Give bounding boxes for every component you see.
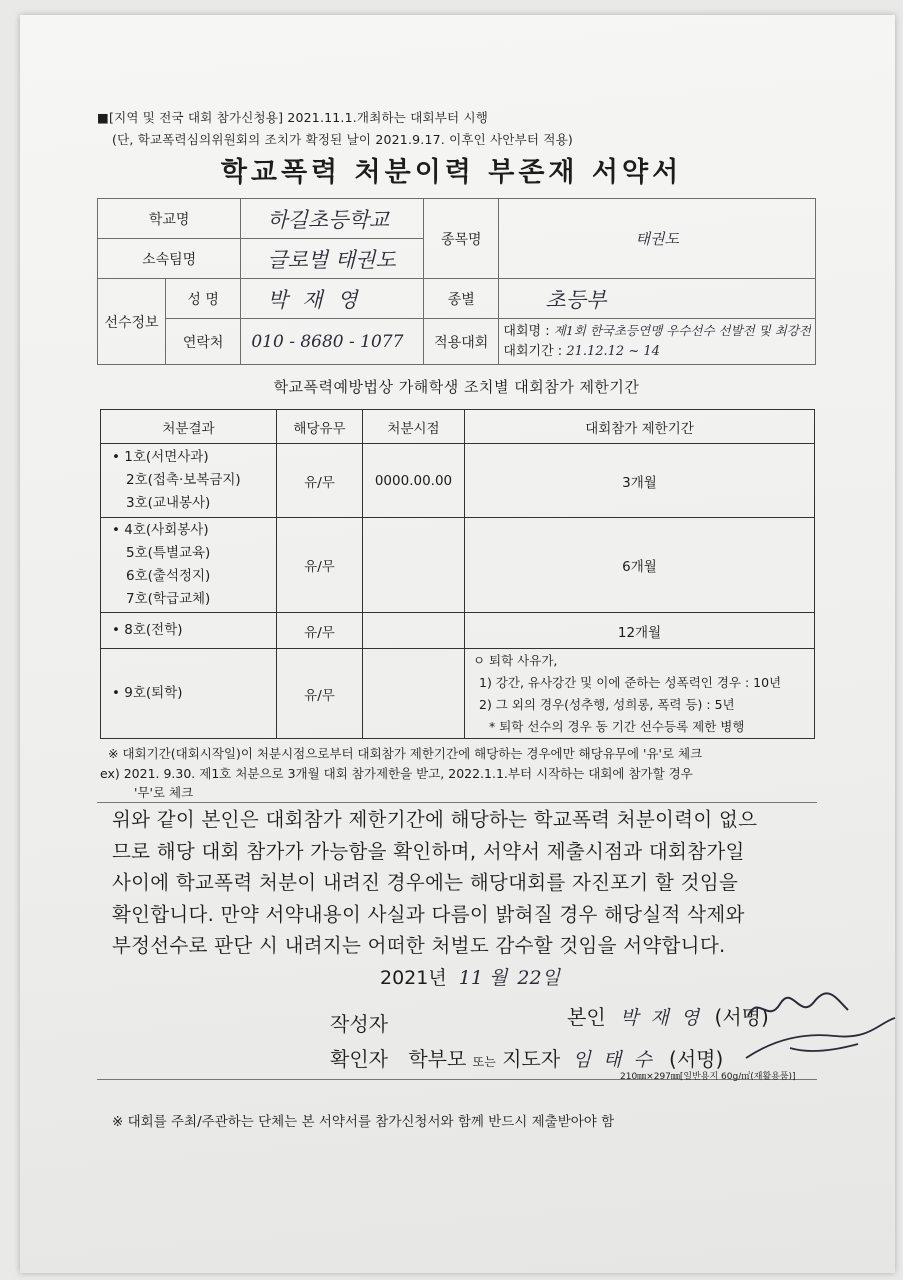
coach-sign-label: (서명) — [669, 1047, 724, 1071]
sanction-item: • 4호(사회봉사) — [112, 522, 209, 538]
applicable-cell: 유/무 — [277, 649, 363, 739]
division-label: 종별 — [424, 279, 499, 319]
sanction-date-cell — [363, 649, 465, 739]
applicant-info-table — [97, 198, 816, 365]
table-row — [101, 444, 815, 518]
date-day: 22일 — [517, 967, 560, 989]
notice-line-2: (단, 학교폭력심의위원회의 조치가 확정된 날이 2021.9.17. 이후인 사안부터 적용) — [112, 132, 574, 147]
applicable-cell: 유/무 — [277, 613, 363, 649]
or-label: 또는 — [472, 1055, 496, 1069]
note-example-check: '무'로 체크 — [134, 785, 194, 800]
sanction-date-cell — [363, 613, 465, 649]
coach-signature-scribble — [740, 1014, 900, 1070]
expulsion-reason-2: 2) 그 외의 경우(성추행, 성희롱, 폭력 등) : 5년 — [479, 696, 735, 712]
pledge-line: 확인합니다. 만약 서약내용이 사실과 다름이 밝혀질 경우 해당실적 삭제와 — [112, 902, 745, 926]
expulsion-reason-1: 1) 강간, 유사강간 및 이에 준하는 성폭력인 경우 : 10년 — [479, 674, 782, 690]
competition-name-value: 제1회 한국초등연맹 우수선수 선발전 및 최강전 — [553, 323, 811, 338]
header-applicable: 해당유무 — [277, 410, 363, 444]
note-example: ex) 2021. 9.30. 제1호 처분으로 3개월 대회 참가제한을 받고, 2022.1.1.부터 시작하는 대회에 참가할 경우 — [100, 766, 693, 781]
confirmer-label: 확인자 — [330, 1047, 388, 1071]
header-restriction-period: 대회참가 제한기간 — [465, 410, 815, 444]
competition-period-value: 21.12.12 ~ 14 — [566, 344, 660, 359]
sanction-table-subtitle: 학교폭력예방법상 가해학생 조치별 대회참가 제한기간 — [273, 378, 640, 396]
school-value: 하길초등학교 — [267, 207, 390, 232]
pledge-line: 므로 해당 대회 참가가 가능함을 확인하며, 서약서 제출시점과 대회참가일 — [112, 839, 745, 863]
document-title: 학교폭력 처분이력 부존재 서약서 — [220, 157, 683, 188]
sanction-item: 7호(학급교체) — [126, 591, 211, 607]
team-label: 소속팀명 — [98, 239, 241, 279]
coach-name: 임 태 수 — [572, 1049, 655, 1071]
sanction-item: • 1호(서면사과) — [112, 449, 209, 465]
contact-value: 010 - 8680 - 1077 — [251, 331, 404, 352]
paper-spec: 210㎜×297㎜[일반용지 60g/㎡(재활용품)] — [620, 1072, 796, 1082]
sanction-item: 2호(접촉·보복금지) — [126, 472, 241, 488]
self-sign-label: (서명) — [714, 1005, 769, 1029]
sanction-item: 6호(출석정지) — [126, 568, 211, 584]
division-value: 초등부 — [545, 287, 607, 312]
restriction-period-cell: 3개월 — [465, 444, 815, 518]
header-sanction-date: 처분시점 — [363, 410, 465, 444]
applicable-cell: 유/무 — [277, 444, 363, 518]
pledge-line: 사이에 학교폭력 처분이 내려진 경우에는 해당대회를 자진포기 할 것임을 — [112, 871, 739, 894]
athlete-label: 선수정보 — [98, 279, 166, 365]
restriction-period-cell: 6개월 — [465, 518, 815, 613]
sanction-date-cell: 0000.00.00 — [363, 444, 465, 518]
table-row — [101, 613, 815, 649]
name-value: 박 재 영 — [267, 287, 362, 312]
expulsion-reason-heading: ㅇ 퇴학 사유가, — [473, 652, 558, 668]
pledge-date — [380, 963, 560, 990]
sanction-table — [100, 409, 815, 739]
expulsion-note: * 퇴학 선수의 경우 동 기간 선수등록 제한 병행 — [489, 718, 745, 734]
applicable-cell: 유/무 — [277, 518, 363, 613]
date-month: 11 월 — [458, 967, 508, 989]
pledge-line: 위와 같이 본인은 대회참가 제한기간에 해당하는 학교폭력 처분이력이 없으 — [112, 808, 758, 831]
self-name: 박 재 영 — [620, 1007, 703, 1029]
sanction-date-cell — [363, 518, 465, 613]
table-row — [101, 649, 815, 739]
self-label: 본인 — [567, 1005, 606, 1029]
competition-name-label: 대회명 : — [503, 324, 550, 339]
confirmer-signature-line — [330, 1043, 723, 1072]
applied-competition-label: 적용대회 — [424, 319, 499, 365]
note-check-instruction: ※ 대회기간(대회시작일)이 처분시점으로부터 대회참가 제한기간에 해당하는 경우에만 해당유무에 '유'로 체크 — [108, 746, 703, 761]
parent-label: 학부모 — [408, 1047, 467, 1071]
writer-label: 작성자 — [330, 1012, 388, 1036]
team-value: 글로벌 태권도 — [267, 247, 396, 272]
pledge-text — [112, 804, 832, 962]
footer-note: ※ 대회를 주최/주관하는 단체는 본 서약서를 참가신청서와 함께 반드시 제출받아야 함 — [112, 1114, 615, 1130]
sanction-item: • 9호(퇴학) — [112, 685, 183, 701]
table-row — [101, 518, 815, 613]
coach-label: 지도자 — [502, 1047, 561, 1071]
sanction-item: 5호(특별교육) — [126, 545, 211, 561]
writer-signature-line — [567, 1001, 769, 1030]
name-label: 성 명 — [166, 279, 241, 319]
restriction-period-cell: 12개월 — [465, 613, 815, 649]
divider — [97, 802, 817, 803]
sanction-item: 3호(교내봉사) — [126, 495, 211, 511]
sanction-item: • 8호(전학) — [112, 622, 183, 638]
competition-period-label: 대회기간 : — [503, 344, 563, 359]
event-label: 종목명 — [424, 199, 499, 279]
event-value: 태권도 — [635, 230, 679, 248]
school-label: 학교명 — [98, 199, 241, 239]
notice-line-1: ■[지역 및 전국 대회 참가신청용] 2021.11.1.개최하는 대회부터 시행 — [97, 110, 489, 125]
pledge-line: 부정선수로 판단 시 내려지는 어떠한 처벌도 감수할 것임을 서약합니다. — [112, 934, 726, 957]
header-sanction-result: 처분결과 — [101, 410, 277, 444]
contact-label: 연락처 — [166, 319, 241, 365]
date-year: 2021년 — [380, 967, 447, 989]
